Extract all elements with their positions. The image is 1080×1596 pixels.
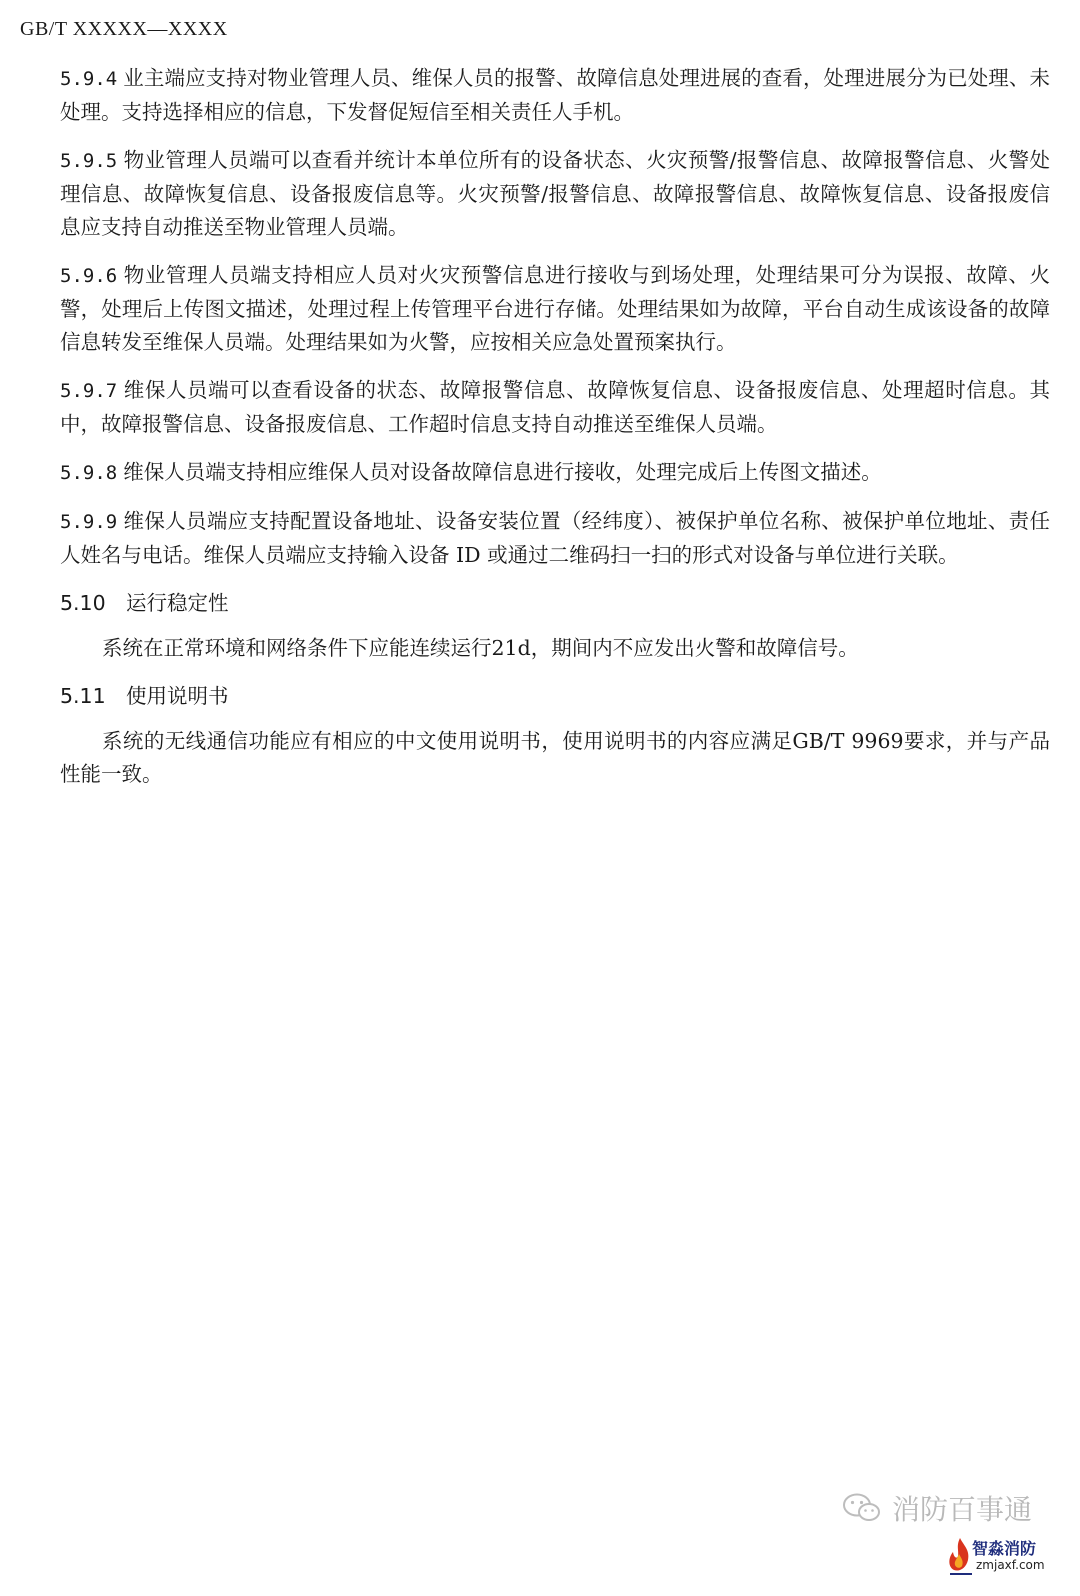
site-logo bbox=[946, 1534, 1064, 1586]
wechat-watermark bbox=[842, 1488, 1032, 1528]
clause-number: 5.9.7 bbox=[60, 380, 118, 402]
section-title: 使用说明书 bbox=[126, 684, 229, 708]
clause-number: 5.9.9 bbox=[60, 511, 118, 533]
clause-number: 5.9.8 bbox=[60, 462, 118, 484]
document-body bbox=[60, 62, 1050, 806]
clause-5-9-5 bbox=[60, 144, 1050, 244]
clause-text: 物业管理人员端支持相应人员对火灾预警信息进行接收与到场处理，处理结果可分为误报、故障、火警，处理后上传图文描述，处理过程上传管理平台进行存储。处理结果如为故障，平台自动生成该设备的故障信息转发至维保人员端。处理结果如为火警，应按相关应急处置预案执行。 bbox=[60, 263, 1050, 354]
section-number: 5.11 bbox=[60, 684, 106, 708]
clause-5-9-9 bbox=[60, 505, 1050, 572]
clause-text: 维保人员端应支持配置设备地址、设备安装位置（经纬度）、被保护单位名称、被保护单位地址、责任人姓名与电话。维保人员端应支持输入设备 ID 或通过二维码扫一扫的形式对设备与单位进行关联。 bbox=[60, 509, 1050, 567]
section-number: 5.10 bbox=[60, 591, 106, 615]
clause-5-9-8 bbox=[60, 456, 1050, 490]
clause-5-9-4 bbox=[60, 62, 1050, 129]
clause-5-9-7 bbox=[60, 374, 1050, 441]
clause-text: 维保人员端支持相应维保人员对设备故障信息进行接收，处理完成后上传图文描述。 bbox=[123, 460, 882, 484]
site-url: zmjaxf.com bbox=[976, 1558, 1045, 1572]
standard-code-header: GB/T XXXXX—XXXX bbox=[20, 18, 228, 40]
clause-5-9-6 bbox=[60, 259, 1050, 359]
section-heading-5-10 bbox=[60, 587, 1050, 620]
clause-number: 5.9.4 bbox=[60, 68, 118, 90]
clause-number: 5.9.5 bbox=[60, 150, 118, 172]
clause-text: 维保人员端可以查看设备的状态、故障报警信息、故障恢复信息、设备报废信息、处理超时信息。其中，故障报警信息、设备报废信息、工作超时信息支持自动推送至维保人员端。 bbox=[60, 378, 1050, 436]
flame-logo-icon bbox=[946, 1536, 974, 1576]
section-body-5-11: 系统的无线通信功能应有相应的中文使用说明书，使用说明书的内容应满足GB/T 9969要求，并与产品性能一致。 bbox=[60, 729, 1050, 786]
clause-number: 5.9.6 bbox=[60, 265, 118, 287]
section-body-5-10: 系统在正常环境和网络条件下应能连续运行21d，期间内不应发出火警和故障信号。 bbox=[102, 636, 859, 660]
wechat-icon bbox=[842, 1492, 882, 1524]
section-title: 运行稳定性 bbox=[126, 591, 229, 615]
watermark-text: 消防百事通 bbox=[891, 1493, 1032, 1526]
clause-text: 物业管理人员端可以查看并统计本单位所有的设备状态、火灾预警/报警信息、故障报警信息、火警处理信息、故障恢复信息、设备报废信息等。火灾预警/报警信息、故障报警信息、故障恢复信息、设备报废信息应支持自动推送至物业管理人员端。 bbox=[60, 148, 1050, 239]
clause-text: 业主端应支持对物业管理人员、维保人员的报警、故障信息处理进展的查看，处理进展分为已处理、未处理。支持选择相应的信息，下发督促短信至相关责任人手机。 bbox=[60, 66, 1050, 124]
site-brand-name: 智淼消防 bbox=[972, 1539, 1037, 1558]
section-heading-5-11 bbox=[60, 680, 1050, 713]
